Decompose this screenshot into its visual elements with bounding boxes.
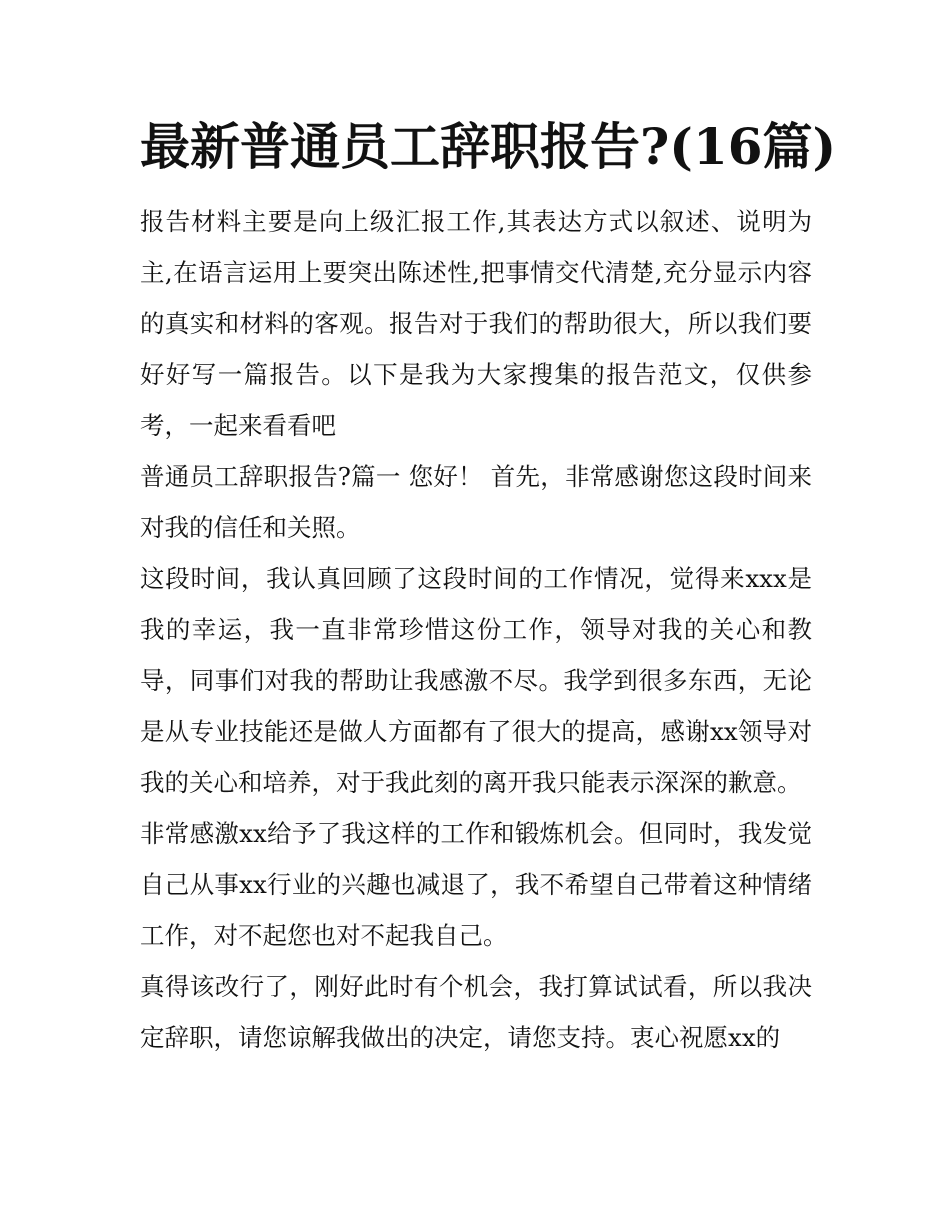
paragraph-gratitude: 非常感激xx给予了我这样的工作和锻炼机会。但同时，我发觉自己从事xx行业的兴趣也减退了，我不希望自己带着这种情绪工作，对不起您也对不起我自己。 [140,819,812,950]
paragraph-intro: 报告材料主要是向上级汇报工作,其表达方式以叙述、说明为主,在语言运用上要突出陈述性,把事情交代清楚,充分显示内容的真实和材料的客观。报告对于我们的帮助很大，所以我们要好好写一篇报告。以下是我为大家搜集的报告范文，仅供参考，一起来看看吧 [140,207,812,440]
paragraph-greeting: 普通员工辞职报告?篇一 您好！ 首先，非常感谢您这段时间来对我的信任和关照。 [140,462,812,542]
paragraph-reflection: 这段时间，我认真回顾了这段时间的工作情况，觉得来xxx是我的幸运，我一直非常珍惜这份工作，领导对我的关心和教导，同事们对我的帮助让我感激不尽。我学到很多东西，无论是从专业技能还是做人方面都有了很大的提高，感谢xx领导对我的关心和培养，对于我此刻的离开我只能表示深深的歉意。 [140,564,812,797]
paragraph-decision: 真得该改行了，刚好此时有个机会，我打算试试看，所以我决定辞职，请您谅解我做出的决定，请您支持。衷心祝愿xx的 [140,972,812,1052]
document-page [140,112,837,1063]
document-title: 最新普通员工辞职报告?(16篇) [140,117,837,176]
